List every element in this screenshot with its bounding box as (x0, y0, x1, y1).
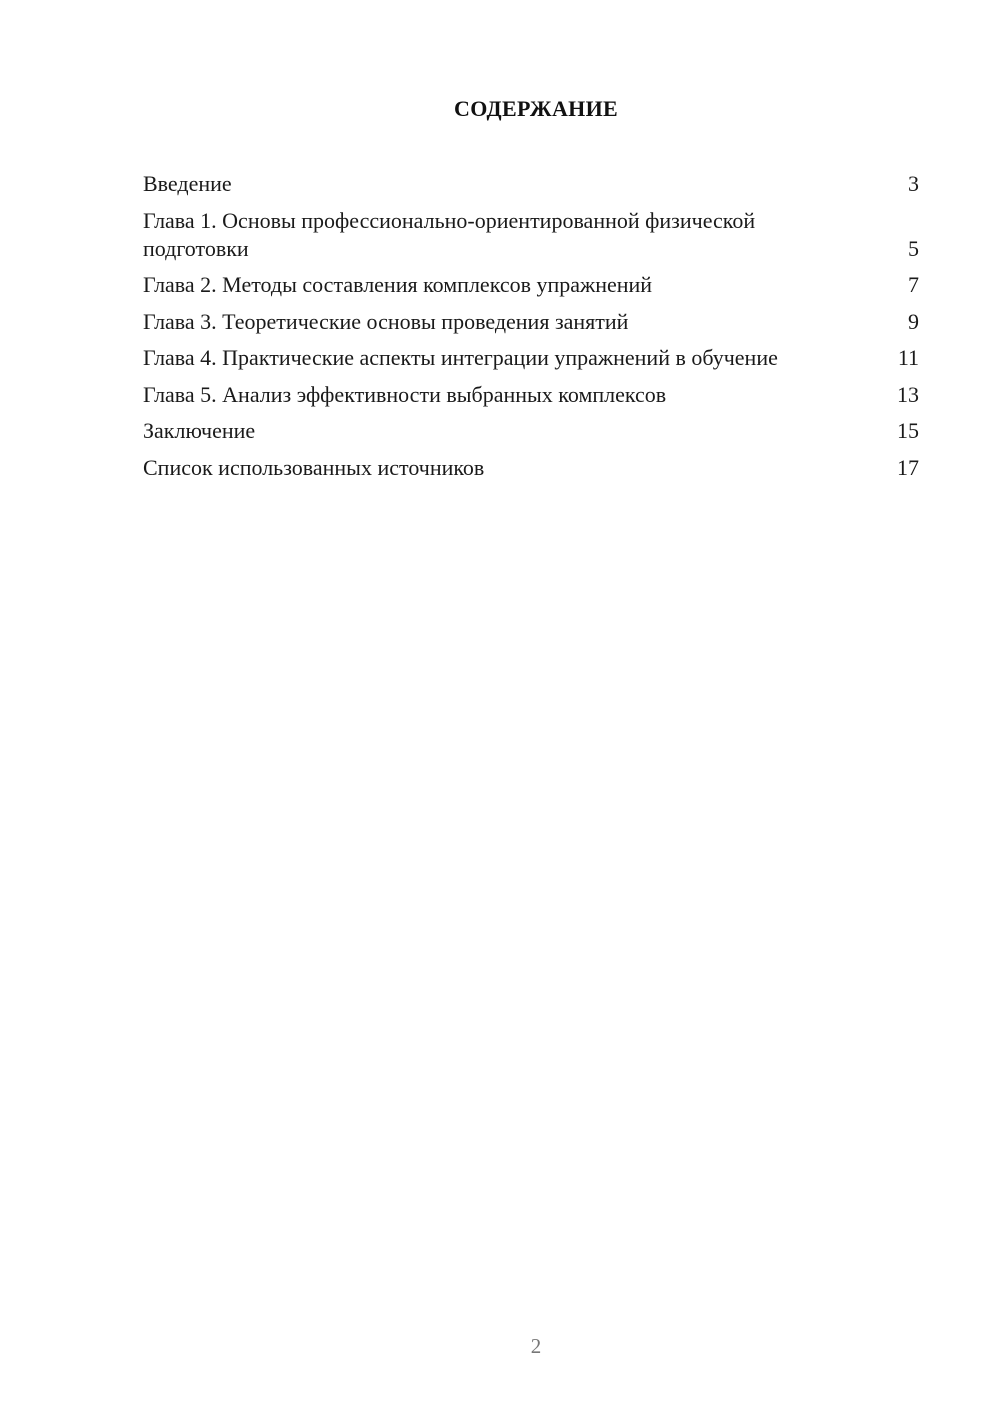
toc-entry-chapter-1 (143, 207, 919, 263)
toc-entry-page: 9 (908, 308, 919, 334)
toc-title: СОДЕРЖАНИЕ (454, 96, 618, 121)
toc-entry-page: 17 (897, 454, 919, 480)
toc-entry-conclusion (143, 417, 919, 445)
toc-entry-chapter-3 (143, 308, 919, 336)
toc-entry-label: Глава 3. Теоретические основы проведения занятий (143, 308, 629, 334)
toc-entry-introduction (143, 170, 919, 198)
table-of-contents (143, 170, 919, 490)
toc-entry-page: 5 (908, 235, 919, 261)
toc-entry-label: Заключение (143, 418, 256, 443)
toc-entry-page: 13 (897, 381, 919, 407)
toc-entry-page: 7 (908, 272, 919, 297)
toc-entry-chapter-4 (143, 344, 919, 372)
toc-entry-label: Введение (143, 171, 232, 196)
toc-entry-page: 3 (908, 171, 919, 196)
toc-entry-label: Глава 5. Анализ эффективности выбранных комплексов (143, 381, 667, 407)
toc-entry-page: 11 (897, 345, 919, 370)
toc-entry-label: Глава 2. Методы составления комплексов упражнений (143, 272, 653, 297)
page-number: 2 (530, 1334, 542, 1358)
toc-entry-label: Глава 1. Основы профессионально-ориентированной физической подготовки (143, 207, 756, 261)
toc-entry-label: Список использованных источников (143, 454, 485, 480)
toc-entry-page: 15 (897, 418, 919, 443)
toc-entry-chapter-5 (143, 381, 919, 409)
toc-entry-chapter-2 (143, 271, 919, 299)
toc-entry-label: Глава 4. Практические аспекты интеграции упражнений в обучение (143, 345, 778, 370)
toc-entry-references (143, 454, 919, 482)
